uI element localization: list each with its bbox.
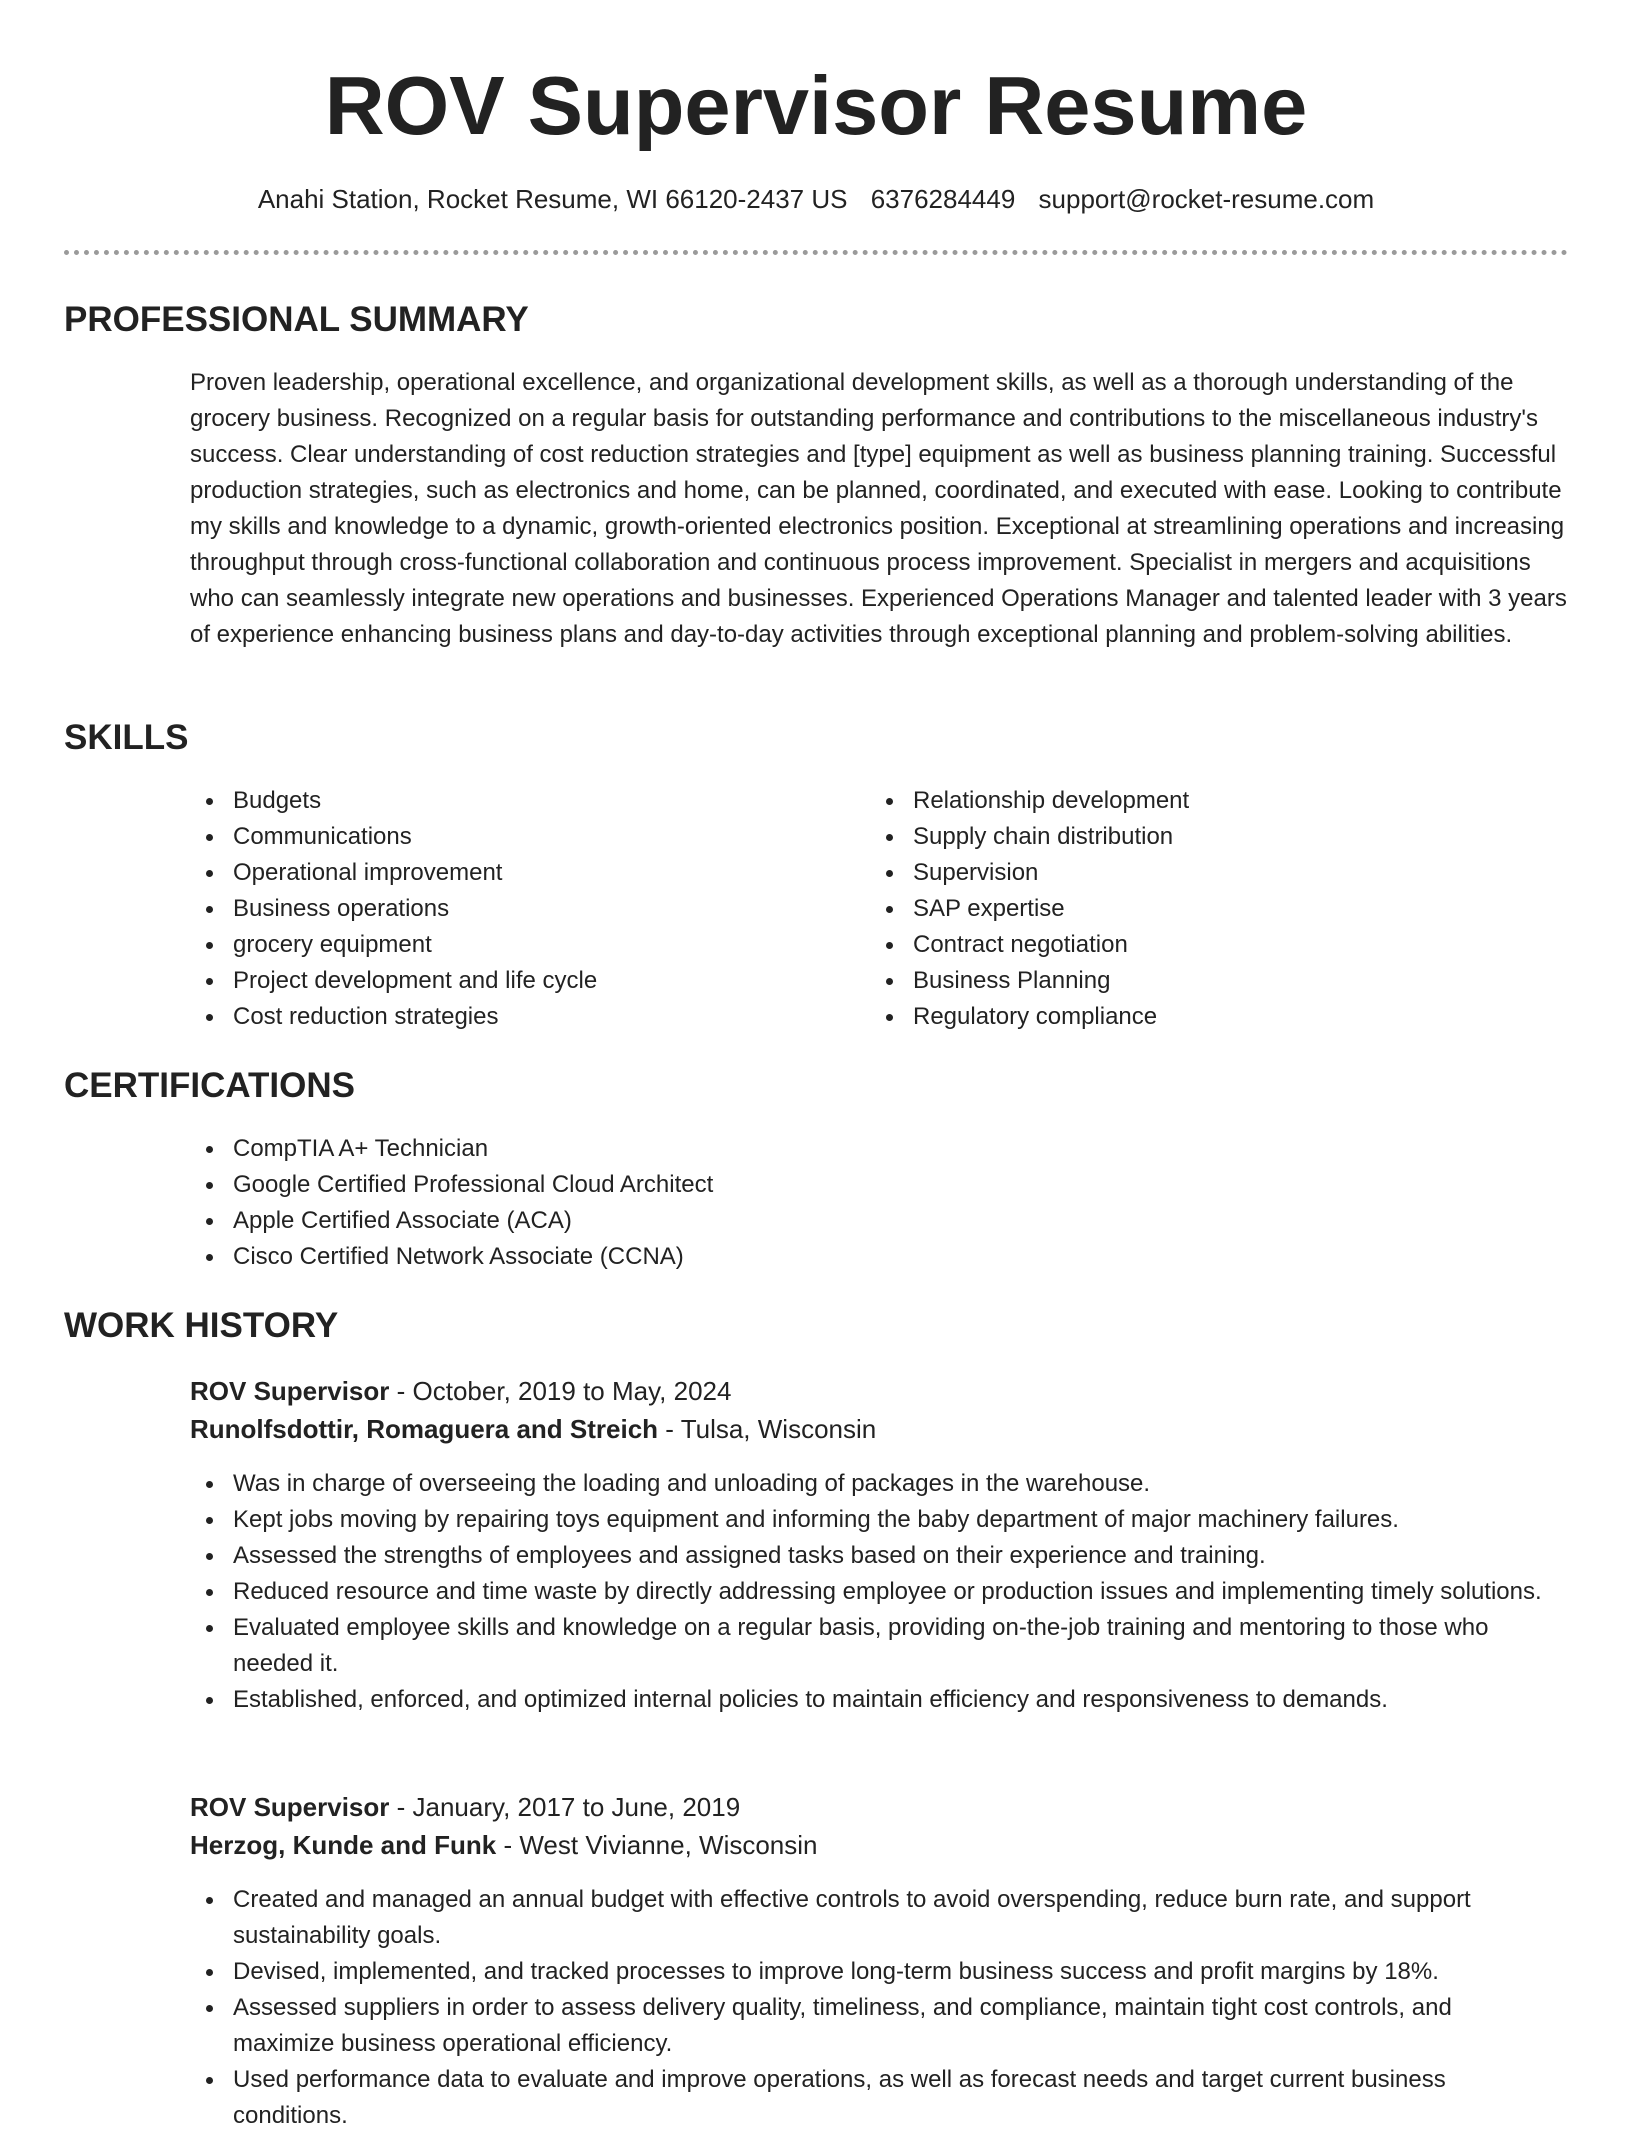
skill-item: Supply chain distribution bbox=[870, 819, 1530, 855]
certification-item: CompTIA A+ Technician bbox=[190, 1131, 1490, 1167]
work-history-heading: WORK HISTORY bbox=[64, 1306, 339, 1345]
skills-list-right bbox=[870, 783, 1530, 1035]
certification-item: Cisco Certified Network Associate (CCNA) bbox=[190, 1239, 1490, 1275]
job-duty: Was in charge of overseeing the loading and unloading of packages in the warehouse. bbox=[190, 1466, 1550, 1502]
skill-item: Communications bbox=[190, 819, 850, 855]
job-title-line bbox=[190, 1788, 1570, 1826]
job-company-line bbox=[190, 1826, 1570, 1864]
summary-heading: PROFESSIONAL SUMMARY bbox=[64, 300, 529, 339]
job-duty: Reduced resource and time waste by directly addressing employee or production issues and implementing timely solutions. bbox=[190, 1574, 1550, 1610]
contact-line bbox=[0, 180, 1632, 218]
contact-phone: 6376284449 bbox=[870, 184, 1016, 214]
skill-item: Regulatory compliance bbox=[870, 999, 1530, 1035]
skills-list-left bbox=[190, 783, 850, 1035]
job-location: - West Vivianne, Wisconsin bbox=[496, 1830, 818, 1860]
job-duty: Kept jobs moving by repairing toys equipment and informing the baby department of major machinery failures. bbox=[190, 1502, 1550, 1538]
job-title: ROV Supervisor bbox=[190, 1376, 390, 1406]
job-company: Runolfsdottir, Romaguera and Streich bbox=[190, 1414, 659, 1444]
job-location: - Tulsa, Wisconsin bbox=[658, 1414, 877, 1444]
certification-item: Google Certified Professional Cloud Architect bbox=[190, 1167, 1490, 1203]
job-company-line bbox=[190, 1410, 1570, 1448]
header-divider bbox=[64, 250, 1568, 255]
job-dates: - October, 2019 to May, 2024 bbox=[389, 1376, 732, 1406]
skill-item: Contract negotiation bbox=[870, 927, 1530, 963]
certification-item: Apple Certified Associate (ACA) bbox=[190, 1203, 1490, 1239]
skill-item: Cost reduction strategies bbox=[190, 999, 850, 1035]
skill-item: SAP expertise bbox=[870, 891, 1530, 927]
skill-item: Business Planning bbox=[870, 963, 1530, 999]
job-duty: Devised, implemented, and tracked processes to improve long-term business success and profit margins by 18%. bbox=[190, 1954, 1550, 1990]
skill-item: Relationship development bbox=[870, 783, 1530, 819]
job-duty: Created and managed an annual budget with effective controls to avoid overspending, reduce burn rate, and support sustainability goals. bbox=[190, 1882, 1550, 1954]
contact-address: Anahi Station, Rocket Resume, WI 66120-2437 US bbox=[257, 184, 848, 214]
skill-item: Business operations bbox=[190, 891, 850, 927]
summary-text: Proven leadership, operational excellence, and organizational development skills, as well as a thorough understanding of the grocery business. Recognized on a regular basis for outstanding performance and contributions to the miscellaneous industry's success. Clear understanding of cost reduction strategies and [type] equipment as well as business planning training. Successful production strategies, such as electronics and home, can be planned, coordinated, and executed with ease. Looking to contribute my skills and knowledge to a dynamic, growth-oriented electronics position. Exceptional at streamlining operations and increasing throughput through cross-functional collaboration and continuous process improvement. Specialist in mergers and acquisitions who can seamlessly integrate new operations and businesses. Experienced Operations Manager and talented leader with 3 years of experience enhancing business plans and day-to-day activities through exceptional planning and problem-solving abilities. bbox=[190, 369, 1567, 648]
job-duties-list bbox=[190, 1882, 1550, 2134]
job-dates: - January, 2017 to June, 2019 bbox=[389, 1792, 741, 1822]
job-duty: Assessed the strengths of employees and assigned tasks based on their experience and training. bbox=[190, 1538, 1550, 1574]
certifications-list bbox=[190, 1131, 1490, 1275]
job-company: Herzog, Kunde and Funk bbox=[190, 1830, 497, 1860]
job-title: ROV Supervisor bbox=[190, 1792, 390, 1822]
job-duty: Evaluated employee skills and knowledge on a regular basis, providing on-the-job training and mentoring to those who needed it. bbox=[190, 1610, 1550, 1682]
skill-item: Operational improvement bbox=[190, 855, 850, 891]
skill-item: Supervision bbox=[870, 855, 1530, 891]
contact-email: support@rocket-resume.com bbox=[1038, 184, 1375, 214]
job-duties-list bbox=[190, 1466, 1550, 1718]
resume-title: ROV Supervisor Resume bbox=[324, 59, 1308, 152]
skill-item: grocery equipment bbox=[190, 927, 850, 963]
skill-item: Project development and life cycle bbox=[190, 963, 850, 999]
certifications-heading: CERTIFICATIONS bbox=[64, 1066, 356, 1105]
skills-heading: SKILLS bbox=[64, 718, 189, 757]
job-title-line bbox=[190, 1372, 1570, 1410]
skill-item: Budgets bbox=[190, 783, 850, 819]
job-duty: Established, enforced, and optimized internal policies to maintain efficiency and responsiveness to demands. bbox=[190, 1682, 1550, 1718]
job-duty: Assessed suppliers in order to assess delivery quality, timeliness, and compliance, maintain tight cost controls, and maximize business operational efficiency. bbox=[190, 1990, 1550, 2062]
job-duty: Used performance data to evaluate and improve operations, as well as forecast needs and target current business conditions. bbox=[190, 2062, 1550, 2134]
